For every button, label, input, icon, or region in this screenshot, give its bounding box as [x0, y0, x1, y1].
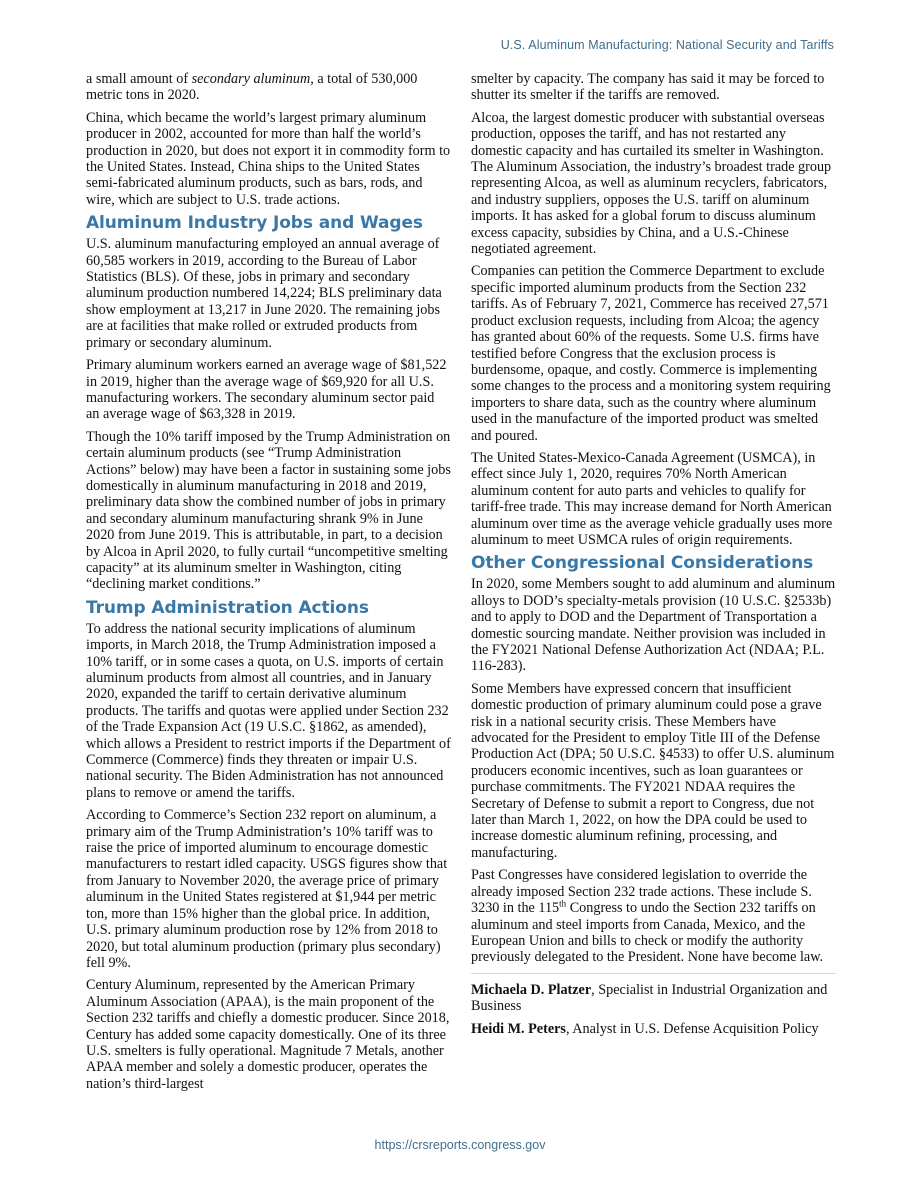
paragraph: Companies can petition the Commerce Department to exclude specific imported aluminum products from the Section 232 tariffs. As of February 7, 2021, Commerce has received 27,571 product exclusion requests, including from Alcoa; the agency has granted about 60% of the requests. Some U.S. firms have testified before Congress that the exclusion process is burdensome, opaque, and costly. Commerce is implementing some changes to the process and a monitoring system requiring importers to share data, such as the country where aluminum used in the manufacture of the imported product was smelted and poured.	[471, 263, 831, 444]
author-line-platzer	[471, 982, 836, 1015]
author-title: , Specialist in Industrial Organization and Business	[471, 981, 828, 1015]
section-heading-jobs-wages: Aluminum Industry Jobs and Wages	[86, 213, 423, 234]
author-name: Michaela D. Platzer	[471, 981, 592, 998]
section-heading-trump-actions: Trump Administration Actions	[86, 597, 369, 618]
left-column	[86, 71, 451, 1098]
paragraph: Some Members have expressed concern that insufficient domestic production of primary aluminum could pose a grave risk in a national security crisis. These Members have advocated for the President to employ Title III of the Defense Production Act (DPA; 50 U.S.C. §4533) to offer U.S. aluminum producers economic incentives, such as loan guarantees or purchase commitments. The FY2021 NDAA requires the Secretary of Defense to submit a report to Congress, due not later than March 1, 2022, on how the DPA could be used to increase domestic aluminum refining, processing, and manufacturing.	[471, 680, 835, 861]
author-name: Heidi M. Peters	[471, 1020, 566, 1037]
footer-url[interactable]: https://crsreports.congress.gov	[374, 1138, 546, 1152]
paragraph: Primary aluminum workers earned an average wage of $81,522 in 2019, higher than the average wage of $69,920 for all U.S. manufacturing workers. The secondary aluminum sector paid an average wage of $63,328 in 2019.	[86, 357, 447, 423]
emphasis-secondary-aluminum: secondary aluminum,	[191, 71, 314, 87]
paragraph: In 2020, some Members sought to add aluminum and aluminum alloys to DOD’s specialty-metals provision (10 U.S.C. §2533b) and to apply to DOD and the Department of Transportation a domestic sourcing mandate. Neither provision was included in the FY2021 National Defense Authorization Act (NDAA; P.L. 116-283).	[471, 576, 836, 675]
paragraph: Alcoa, the largest domestic producer with substantial overseas production, opposes the tariff, and has not restarted any domestic capacity and has curtailed its smelter in Washington. The Aluminum Association, the industry’s broadest trade group representing Alcoa, as well as aluminum recyclers, fabricators, and industry suppliers, opposes the U.S. tariff on aluminum imports. It has asked for a global forum to discuss aluminum excess capacity, subsidies by China, and a U.S.-Chinese negotiated agreement.	[471, 109, 832, 258]
section-heading-other-considerations: Other Congressional Considerations	[471, 553, 814, 574]
paragraph: According to Commerce’s Section 232 report on aluminum, a primary aim of the Trump Administration’s 10% tariff was to raise the price of imported aluminum to encourage domestic manufacturers to restart idled capacity. USGS figures show that from January to November 2020, the average price of primary aluminum in the United States registered at $1,944 per metric ton, more than 15% higher than the global price. In addition, U.S. primary aluminum production rose by 12% from 2018 to 2020, but total aluminum production (primary plus secondary) fell 9%.	[86, 807, 448, 971]
paragraph: Though the 10% tariff imposed by the Trump Administration on certain aluminum products (see “Trump Administration Actions” below) may have been a factor in sustaining some jobs domestically in aluminum manufacturing in 2018 and 2019, preliminary data show the combined number of jobs in primary and secondary aluminum manufacturing shrank 9% in June 2020 from June 2019. This is attributable, in part, to a decision by Alcoa in April 2020, to fully curtail “uncompetitive smelting capacity” at its aluminum smelter in Washington, citing “declining market conditions.”	[86, 428, 451, 593]
paragraph: China, which became the world’s largest primary aluminum producer in 2002, accounted for more than half the world’s production in 2020, but does not export it in commodity form to the United States. Instead, China ships to the United States semi-fabricated aluminum products, such as bars, rods, and wire, which are subject to U.S. trade actions.	[86, 109, 451, 208]
paragraph: To address the national security implications of aluminum imports, in March 2018, the Trump Administration imposed a 10% tariff, or in some cases a quota, on U.S. imports of certain aluminum products from almost all countries, and in January 2020, expanded the tariff to certain derivative aluminum products. The tariffs and quotas were applied under Section 232 of the Trade Expansion Act (19 U.S.C. §1862, as amended), which allows a President to restrict imports if the Department of Commerce (Commerce) finds they threaten or impair U.S. national security. The Biden Administration has not announced plans to remove or amend the tariffs.	[86, 620, 451, 801]
paragraph: Past Congresses have considered legislation to override the already imposed Section 232 trade actions. These include S. 3230 in the 115th Congress to undo the Section 232 tariffs on aluminum and steel imports from Canada, Mexico, and the European Union and bills to check or modify the authority previously delegated to the President. None have become law.	[471, 867, 824, 966]
author-title: , Analyst in U.S. Defense Acquisition Policy	[565, 1020, 819, 1037]
paragraph: a small amount of secondary aluminum, a total of 530,000 metric tons in 2020.	[86, 71, 418, 104]
author-divider	[471, 973, 836, 974]
paragraph: Century Aluminum, represented by the American Primary Aluminum Association (APAA), is the main proponent of the Section 232 tariffs and chiefly a domestic producer. Since 2018, Century has added some capacity domestically. One of its three U.S. smelters is fully operational. Magnitude 7 Metals, another APAA member and solely a domestic producer, operates the nation’s third-largest	[86, 977, 450, 1092]
paragraph: The United States-Mexico-Canada Agreement (USMCA), in effect since July 1, 2020, requires 70% North American aluminum content for auto parts and vehicles to qualify for tariff-free trade. This may increase demand for North American aluminum over time as the average vehicle gradually uses more aluminum to meet USMCA rules of origin requirements.	[471, 449, 833, 548]
page-header-title: U.S. Aluminum Manufacturing: National Security and Tariffs	[500, 38, 834, 52]
paragraph: U.S. aluminum manufacturing employed an annual average of 60,585 workers in 2019, according to the Bureau of Labor Statistics (BLS). Of these, jobs in primary and secondary aluminum production numbered 14,224; BLS preliminary data show employment at 13,217 in June 2020. The remaining jobs are at facilities that make rolled or extruded products from primary or secondary aluminum.	[86, 236, 442, 351]
paragraph: smelter by capacity. The company has said it may be forced to shutter its smelter if the tariffs are removed.	[471, 71, 825, 104]
author-line-peters	[471, 1021, 836, 1037]
right-column	[471, 71, 836, 1043]
